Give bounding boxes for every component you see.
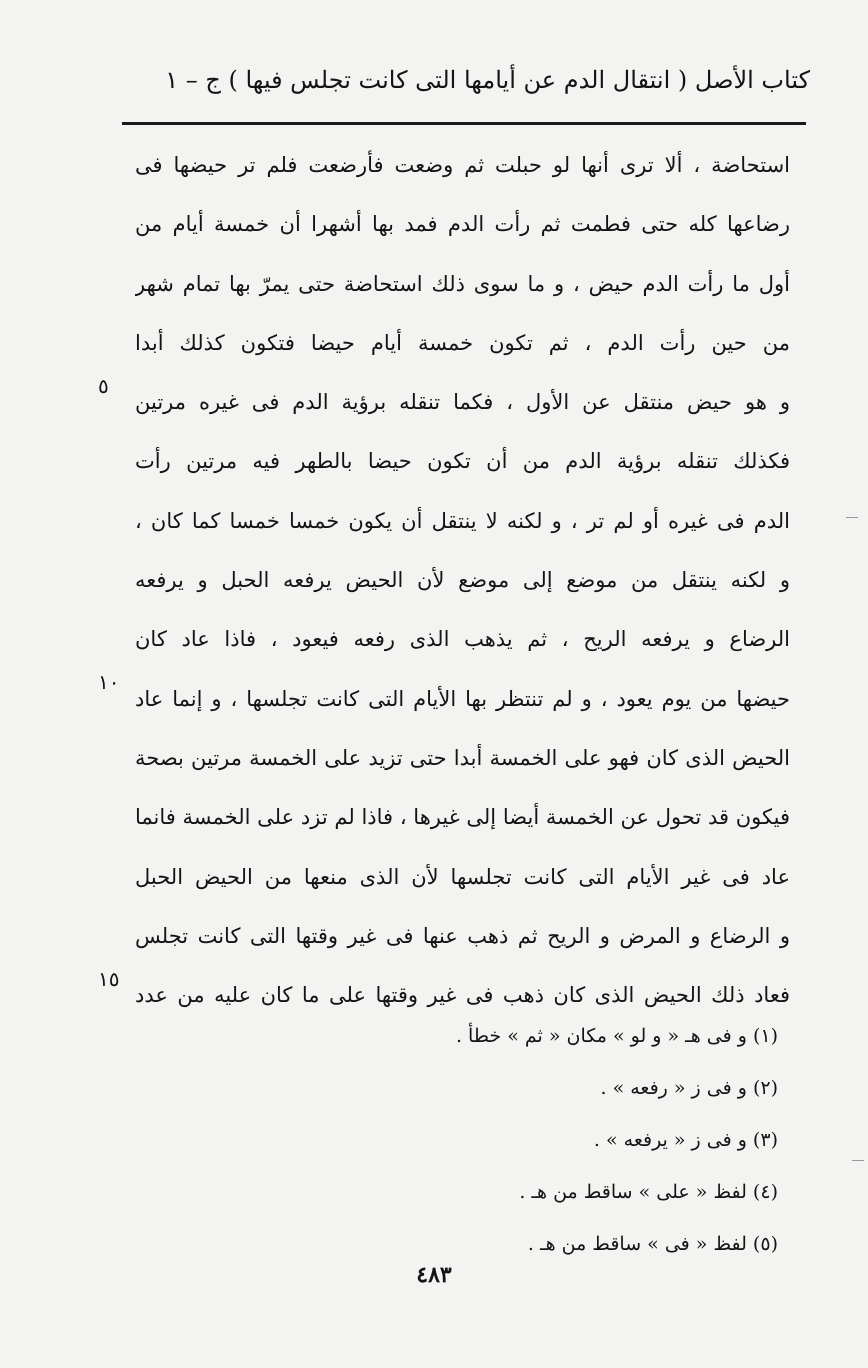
footnote-3: (٣) و فى ز « يرفعه » .: [593, 1129, 778, 1151]
footnotes: [218, 1010, 778, 1270]
header-title: كتاب الأصل ( انتقال الدم عن أيامها التى كانت تجلس فيها ) ج – ١: [165, 66, 810, 94]
text-line: الدم فى غيره أو لم تر ، و لكنه لا ينتقل أن يكون خمسا خمسا كما كان ،: [135, 508, 790, 533]
text-line: فيكون قد تحول عن الخمسة أيضا إلى غيرها ، فاذا لم تزد على الخمسة فانما: [135, 805, 790, 830]
page-number: ٤٨٣: [416, 1262, 452, 1288]
text-line: و هو حيض منتقل عن الأول ، فكما تنقله برؤية الدم فى غيره مرتين: [135, 390, 790, 415]
text-line: عاد فى غير الأيام التى كانت تجلسها لأن الذى منعها من الحيض الحبل: [135, 864, 790, 889]
header-rule: [122, 122, 806, 125]
footnote-2: (٢) و فى ز « رفعه » .: [600, 1077, 778, 1099]
running-header: [120, 56, 810, 106]
line-number-15: ١٥: [98, 967, 120, 991]
text-line: من حين رأت الدم ، ثم تكون خمسة أيام حيضا فتكون كذلك أبدا: [135, 330, 790, 355]
scan-artifact-mark: [852, 1160, 864, 1161]
scan-artifact-mark: [846, 517, 858, 518]
text-line: و الرضاع و المرض و الريح ثم ذهب عنها فى غير وقتها التى كانت تجلس: [135, 923, 790, 948]
main-text-block: [135, 136, 790, 1025]
text-line: فكذلك تنقله برؤية الدم من أن تكون حيضا بالطهر فيه مرتين رأت: [135, 449, 790, 474]
text-line: و لكنه ينتقل من موضع إلى موضع لأن الحيض يرفعه الحبل و يرفعه: [135, 568, 790, 593]
text-line: رضاعها كله حتى فطمت ثم رأت الدم فمد بها أشهرا أن خمسة أيام من: [135, 212, 790, 237]
footnote-1: (١) و فى هـ « و لو » مكان « ثم » خطأ .: [455, 1025, 778, 1047]
text-line: الرضاع و يرفعه الريح ، ثم يذهب الذى رفعه فيعود ، فاذا عاد كان: [135, 627, 790, 652]
text-line: الحيض الذى كان فهو على الخمسة أبدا حتى تزيد على الخمسة مرتين بصحة: [135, 745, 790, 770]
text-line: فعاد ذلك الحيض الذى كان ذهب فى غير وقتها على ما كان عليه من عدد: [135, 983, 790, 1008]
footnote-5: (٥) لفظ « فى » ساقط من هـ .: [527, 1233, 778, 1255]
line-number-5: ٥: [98, 374, 109, 398]
footnote-4: (٤) لفظ « على » ساقط من هـ .: [519, 1181, 778, 1203]
line-number-10: ١٠: [98, 670, 120, 694]
text-line: أول ما رأت الدم حيض ، و ما سوى ذلك استحاضة حتى يمرّ بها تمام شهر: [135, 271, 790, 296]
text-line: حيضها من يوم يعود ، و لم تنتظر بها الأيام التى كانت تجلسها ، و إنما عاد: [135, 686, 790, 711]
text-line: استحاضة ، ألا ترى أنها لو حبلت ثم وضعت فأرضعت فلم تر حيضها فى: [135, 153, 790, 177]
